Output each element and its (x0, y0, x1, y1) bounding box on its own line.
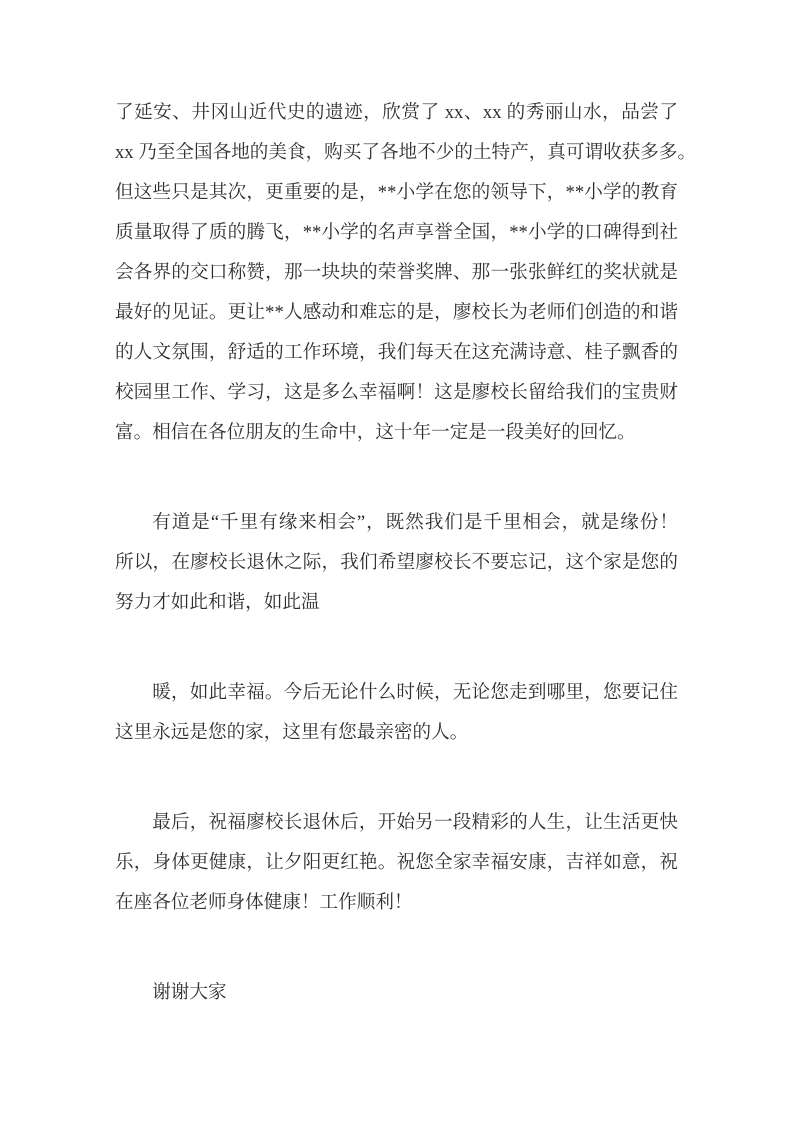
text-line: 富。相信在各位朋友的生命中，这十年一定是一段美好的回忆。 (115, 422, 636, 443)
paragraph (115, 93, 697, 453)
text-line: 谢谢大家 (152, 982, 227, 1003)
paragraph (115, 673, 678, 753)
text-line: 所以，在廖校长退休之际，我们希望廖校长不要忘记，这个家是您的 (115, 552, 678, 573)
text-line: xx 乃至全国各地的美食，购买了各地不少的土特产，真可谓收获多多。 (115, 142, 697, 163)
text-line: 校园里工作、学习，这是多么幸福啊！这是廖校长留给我们的宝贵财 (115, 382, 678, 403)
text-line: 有道是“千里有缘来相会”，既然我们是千里相会，就是缘份！ (152, 512, 678, 533)
text-line: 最好的见证。更让**人感动和难忘的是，廖校长为老师们创造的和谐 (115, 302, 678, 323)
text-line: 但这些只是其次，更重要的是，**小学在您的领导下，**小学的教育 (115, 182, 678, 203)
text-line: 最后，祝福廖校长退休后，开始另一段精彩的人生，让生活更快 (152, 812, 678, 833)
text-line: 努力才如此和谐，如此温 (115, 592, 320, 613)
document-body (115, 93, 697, 1063)
text-line: 在座各位老师身体健康！工作顺利！ (115, 892, 413, 913)
text-line: 会各界的交口称赞，那一块块的荣誉奖牌、那一张张鲜红的奖状就是 (115, 262, 678, 283)
text-line: 的人文氛围，舒适的工作环境，我们每天在这充满诗意、桂子飘香的 (115, 342, 678, 363)
paragraph (115, 973, 678, 1013)
text-line: 暖，如此幸福。今后无论什么时候，无论您走到哪里，您要记住 (152, 682, 678, 703)
text-line: 质量取得了质的腾飞，**小学的名声享誉全国，**小学的口碑得到社 (115, 222, 678, 243)
text-line: 了延安、井冈山近代史的遗迹，欣赏了 xx、xx 的秀丽山水，品尝了 (115, 102, 678, 123)
paragraph (115, 803, 678, 923)
text-line: 这里永远是您的家，这里有您最亲密的人。 (115, 722, 469, 743)
text-line: 乐，身体更健康，让夕阳更红艳。祝您全家幸福安康，吉祥如意，祝 (115, 852, 678, 873)
paragraph (115, 503, 678, 623)
